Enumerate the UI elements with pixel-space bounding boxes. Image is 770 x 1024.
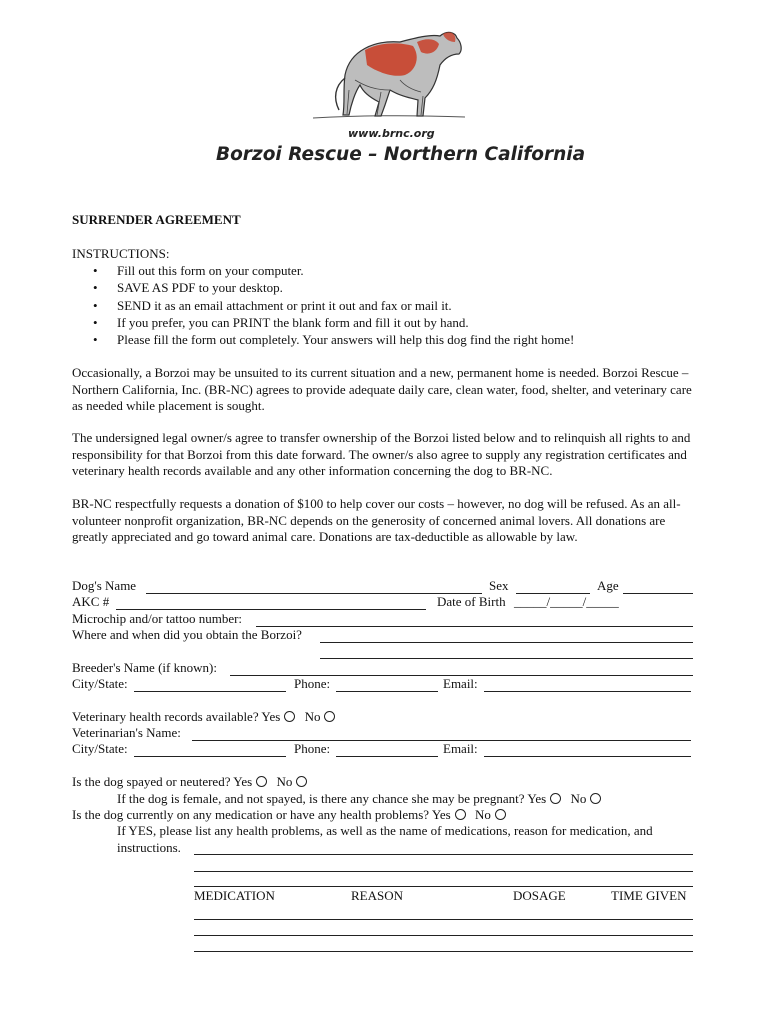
vet-phone-label: Phone:: [294, 741, 331, 756]
medication-row: [72, 807, 506, 823]
column-medication: MEDICATION: [194, 888, 275, 903]
dogs-name-field[interactable]: [146, 593, 482, 594]
medication-yes-label: Yes: [431, 807, 451, 822]
vet-city-label: City/State:: [72, 741, 128, 756]
medication-row-field-2[interactable]: [194, 935, 693, 936]
page-heading: SURRENDER AGREEMENT: [72, 212, 241, 227]
breeder-phone-label: Phone:: [294, 676, 331, 691]
instruction-item: Fill out this form on your computer.: [117, 263, 304, 278]
akc-field[interactable]: [116, 609, 426, 610]
medication-row-field-1[interactable]: [194, 919, 693, 920]
if-yes-instructions: If YES, please list any health problems, as well as the name of medications, reason for medication, and: [117, 823, 653, 838]
spayed-yes-radio[interactable]: [256, 776, 267, 787]
breeder-email-field[interactable]: [484, 691, 691, 692]
sex-label: Sex: [489, 578, 509, 593]
instruction-bullet: •: [93, 280, 98, 295]
instruction-bullet: •: [93, 298, 98, 313]
where-obtained-field[interactable]: [320, 642, 693, 643]
instruction-item: SAVE AS PDF to your desktop.: [117, 280, 283, 295]
spayed-no-radio[interactable]: [296, 776, 307, 787]
dob-label: Date of Birth: [437, 594, 506, 609]
instruction-bullet: •: [93, 263, 98, 278]
breeder-email-label: Email:: [443, 676, 478, 691]
vet-city-field[interactable]: [134, 756, 286, 757]
medication-label: Is the dog currently on any medication or have any health problems?: [72, 807, 430, 822]
instruction-bullet: •: [93, 315, 98, 330]
paragraph-ownership: The undersigned legal owner/s agree to transfer ownership of the Borzoi listed below and to relinquish all rights to and responsibility for that Borzoi from this date forward. The owner/s also agree to supply any registration certificates and veterinary health records available and any other information concerning the dog to BR-NC.: [72, 430, 691, 478]
health-problems-field-2[interactable]: [194, 871, 693, 872]
microchip-field[interactable]: [256, 626, 693, 627]
pregnant-no-radio[interactable]: [590, 793, 601, 804]
breeder-city-field[interactable]: [134, 691, 286, 692]
vet-records-label: Veterinary health records available?: [72, 709, 259, 724]
spayed-yes-label: Yes: [233, 774, 253, 789]
medication-row-field-3[interactable]: [194, 951, 693, 952]
akc-label: AKC #: [72, 594, 110, 609]
instructions-label: INSTRUCTIONS:: [72, 246, 170, 261]
breeder-label: Breeder's Name (if known):: [72, 660, 217, 675]
dogs-name-label: Dog's Name: [72, 578, 137, 593]
column-reason: REASON: [351, 888, 404, 903]
vet-records-no-label: No: [304, 709, 321, 724]
vet-records-yes-radio[interactable]: [284, 711, 295, 722]
microchip-label: Microchip and/or tattoo number:: [72, 611, 243, 626]
breeder-phone-field[interactable]: [336, 691, 438, 692]
breeder-city-label: City/State:: [72, 676, 128, 691]
medication-no-label: No: [474, 807, 491, 822]
health-problems-field[interactable]: [194, 854, 693, 855]
instruction-item: If you prefer, you can PRINT the blank form and fill it out by hand.: [117, 315, 469, 330]
vet-name-field[interactable]: [192, 740, 691, 741]
age-field[interactable]: [623, 593, 693, 594]
vet-email-label: Email:: [443, 741, 478, 756]
where-obtained-label: Where and when did you obtain the Borzoi?: [72, 627, 302, 642]
website-url: www.brnc.org: [348, 127, 435, 140]
pregnant-yes-radio[interactable]: [550, 793, 561, 804]
vet-records-row: [72, 709, 335, 725]
instruction-item: SEND it as an email attachment or print it out and fax or mail it.: [117, 298, 452, 313]
vet-records-no-radio[interactable]: [324, 711, 335, 722]
vet-email-field[interactable]: [484, 756, 691, 757]
vet-phone-field[interactable]: [336, 756, 438, 757]
org-title: Borzoi Rescue – Northern California: [216, 144, 586, 165]
age-label: Age: [597, 578, 619, 593]
borzoi-logo: [305, 20, 475, 125]
instruction-item: Please fill the form out completely. Your answers will help this dog find the right home!: [117, 332, 575, 347]
pregnant-row: [117, 791, 601, 807]
vet-name-label: Veterinarian's Name:: [72, 725, 181, 740]
column-dosage: DOSAGE: [513, 888, 566, 903]
pregnant-yes-label: Yes: [527, 791, 547, 806]
if-yes-instructions-2: instructions.: [117, 840, 181, 855]
pregnant-label: If the dog is female, and not spayed, is there any chance she may be pregnant?: [117, 791, 525, 806]
medication-yes-radio[interactable]: [455, 809, 466, 820]
spayed-label: Is the dog spayed or neutered?: [72, 774, 231, 789]
spayed-row: [72, 774, 307, 790]
where-obtained-field-2[interactable]: [320, 658, 693, 659]
pregnant-no-label: No: [570, 791, 587, 806]
column-time-given: TIME GIVEN: [611, 888, 687, 903]
vet-records-yes-label: Yes: [261, 709, 281, 724]
paragraph-donation: BR-NC respectfully requests a donation of $100 to help cover our costs – however, no dog will be refused. As an all-volunteer nonprofit organization, BR-NC depends on the generosity of concerned animal lovers. All donations are greatly appreciated and go toward animal care. Donations are tax-deductible as allowable by law.: [72, 496, 681, 544]
medication-no-radio[interactable]: [495, 809, 506, 820]
paragraph-intro: Occasionally, a Borzoi may be unsuited to its current situation and a new, permanent home is needed. Borzoi Rescue – Northern California, Inc. (BR-NC) agrees to provide adequate daily care, clean water, food, shelter, and veterinary care as needed while placement is sought.: [72, 365, 692, 413]
spayed-no-label: No: [276, 774, 293, 789]
health-problems-field-3[interactable]: [194, 886, 693, 887]
instruction-bullet: •: [93, 332, 98, 347]
dob-field[interactable]: _____/_____/_____: [514, 594, 619, 609]
